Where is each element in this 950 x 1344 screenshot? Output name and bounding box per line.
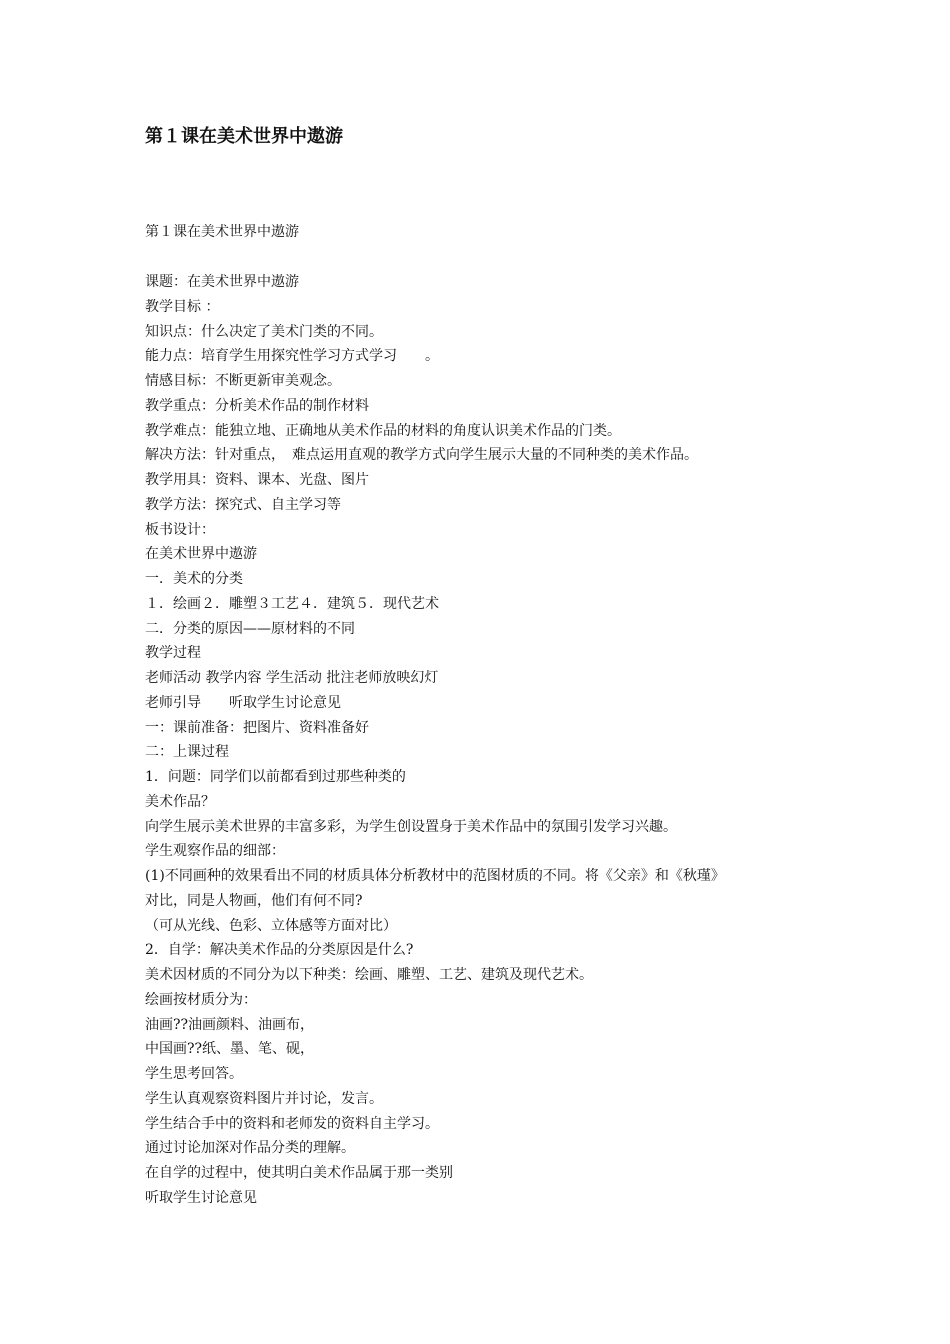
body-line: (1)不同画种的效果看出不同的材质具体分析教材中的范图材质的不同。将《父亲》和《秋瑾》	[145, 868, 725, 884]
body-line: 老师引导 听取学生讨论意见	[145, 694, 341, 711]
body-line: 向学生展示美术世界的丰富多彩，为学生创设置身于美术作品中的氛围引发学习兴趣。	[145, 818, 677, 835]
body-line: 听取学生讨论意见	[145, 1189, 257, 1206]
body-line: （可从光线、色彩、立体感等方面对比）	[145, 917, 397, 934]
document-title: 第１课在美术世界中遨游	[145, 126, 343, 147]
body-line: 学生思考回答。	[145, 1066, 243, 1082]
body-line: 一．美术的分类	[145, 571, 243, 587]
body-line: １．绘画２．雕塑３工艺４．建筑５．现代艺术	[145, 595, 439, 612]
body-line: 在自学的过程中，使其明白美术作品属于那一类别	[145, 1165, 453, 1181]
body-line: 学生认真观察资料图片并讨论，发言。	[145, 1090, 383, 1107]
body-line: 课题：在美术世界中遨游	[145, 274, 299, 290]
body-line: 教学过程	[145, 645, 201, 662]
body-line: 学生结合手中的资料和老师发的资料自主学习。	[145, 1115, 439, 1132]
body-line: 美术因材质的不同分为以下种类：绘画、雕塑、工艺、建筑及现代艺术。	[145, 967, 593, 983]
document-subtitle: 第１课在美术世界中遨游	[145, 224, 299, 240]
body-line: 教学目标 ：	[145, 298, 220, 315]
body-line: 教学重点：分析美术作品的制作材料	[145, 397, 369, 414]
body-line: 二：上课过程	[145, 744, 229, 761]
body-line: 2．自学：解决美术作品的分类原因是什么?	[145, 942, 414, 959]
body-line: 二．分类的原因——原材料的不同	[145, 620, 355, 637]
document-body	[145, 270, 825, 1211]
body-line: 美术作品？	[145, 793, 215, 810]
body-line: 解决方法：针对重点， 难点运用直观的教学方式向学生展示大量的不同种类的美术作品。	[145, 447, 698, 464]
body-line: 老师活动 教学内容 学生活动 批注老师放映幻灯	[145, 670, 439, 686]
body-line: 教学难点：能独立地、正确地从美术作品的材料的角度认识美术作品的门类。	[145, 422, 621, 439]
body-line: 中国画??纸、墨、笔、砚，	[145, 1041, 315, 1058]
body-line: 学生观察作品的细部：	[145, 843, 285, 860]
body-line: 1．问题：同学们以前都看到过那些种类的	[145, 769, 406, 785]
body-line: 通过讨论加深对作品分类的理解。	[145, 1140, 355, 1157]
body-line: 情感目标：不断更新审美观念。	[145, 373, 341, 389]
body-line: 能力点：培育学生用探究性学习方式学习 。	[145, 348, 439, 365]
body-line: 一：课前准备：把图片、资料准备好	[145, 719, 369, 736]
body-line: 绘画按材质分为：	[145, 991, 257, 1008]
body-line: 对比，同是人物画，他们有何不同?	[145, 892, 363, 909]
body-line: 教学用具：资料、课本、光盘、图片	[145, 472, 369, 488]
body-line: 知识点：什么决定了美术门类的不同。	[145, 323, 383, 340]
body-line: 在美术世界中遨游	[145, 546, 257, 563]
body-line: 教学方法：探究式、自主学习等	[145, 496, 341, 513]
body-line: 板书设计：	[145, 521, 215, 538]
body-line: 油画??油画颜料、油画布，	[145, 1016, 315, 1033]
